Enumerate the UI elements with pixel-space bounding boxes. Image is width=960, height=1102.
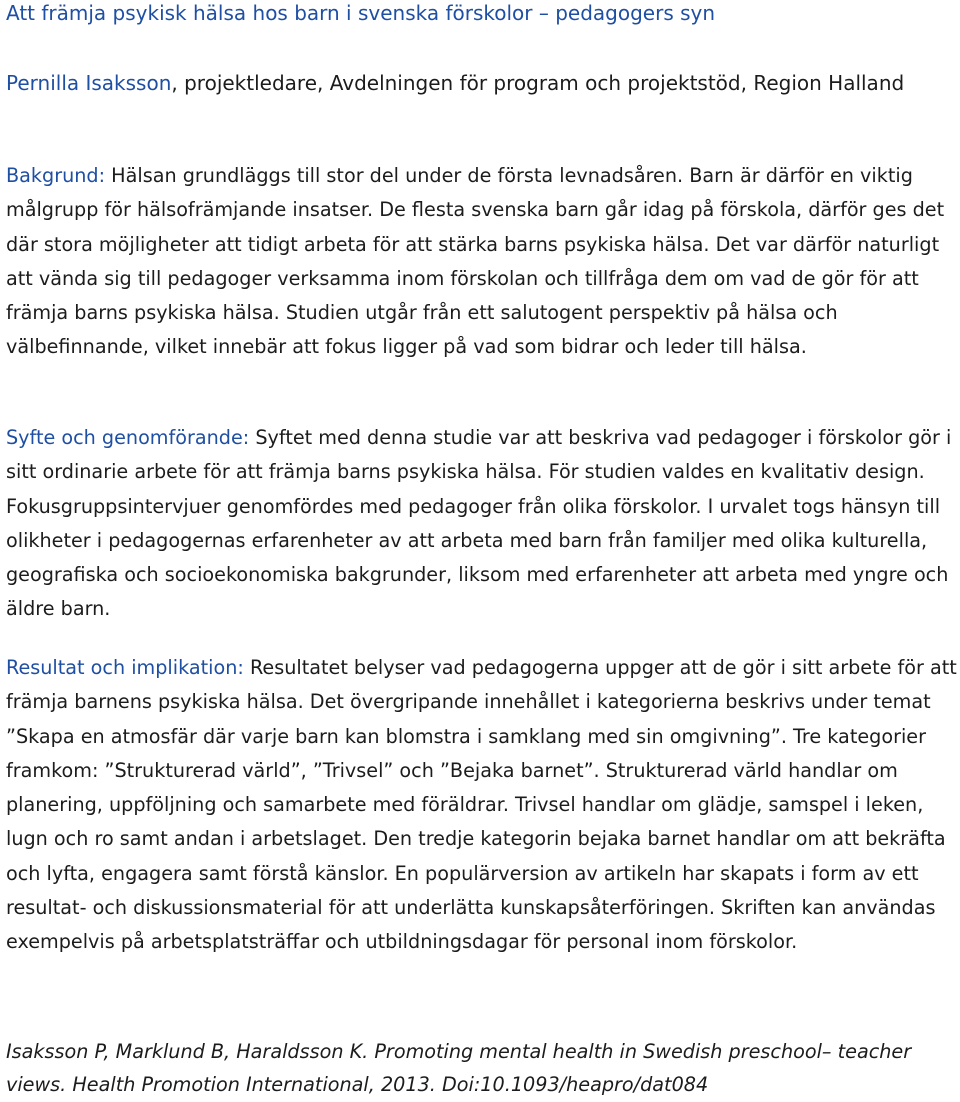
- section-syfte: [6, 421, 958, 627]
- section-heading-bakgrund: Bakgrund:: [6, 164, 106, 187]
- section-text-resultat: Resultatet belyser vad pedagogerna uppger att de gör i sitt arbete för att främja barnens psykiska hälsa. Det övergripande innehållet i kategorierna beskrivs under temat ”Skapa en atmosfär där varje barn kan blomstra i samklang med sin omgivning”. Tre kategorier framkom: ”Strukturerad värld”, ”Trivsel” och ”Bejaka barnet”. Strukturerad värld handlar om planering, uppföljning och samarbete med föräldrar. Trivsel handlar om glädje, samspel i leken, lugn och ro samt andan i arbetslaget. Den tredje kategorin bejaka barnet handlar om att bekräfta och lyfta, engagera samt förstå känslor. En populärversion av artikeln har skapats i form av ett resultat- och diskussionsmaterial för att underlätta kunskapsåterföringen. Skriften kan användas exempelvis på arbetsplatsträffar och utbildningsdagar för personal inom förskolor.: [6, 656, 957, 954]
- author-line: [6, 66, 906, 100]
- author-name: Pernilla Isaksson: [6, 71, 172, 95]
- author-affiliation: , projektledare, Avdelningen för program och projektstöd, Region Halland: [171, 71, 905, 95]
- section-text-syfte: Syftet med denna studie var att beskriva vad pedagoger i förskolor gör i sitt ordinarie arbete för att främja barns psykiska hälsa. För studien valdes en kvalitativ design. Fokusgruppsintervjuer genomfördes med pedagoger från olika förskolor. I urvalet togs hänsyn till olikheter i pedagogernas erfarenheter av att arbeta med barn från familjer med olika kulturella, geografiska och socioekonomiska bakgrunder, liksom med erfarenheter att arbeta med yngre och äldre barn.: [6, 426, 952, 621]
- section-heading-resultat: Resultat och implikation:: [6, 656, 244, 679]
- document-title: Att främja psykisk hälsa hos barn i svenska förskolor – pedagogers syn: [6, 1, 716, 25]
- section-heading-syfte: Syfte och genomförande:: [6, 426, 250, 449]
- section-bakgrund: [6, 159, 958, 365]
- reference-citation: Isaksson P, Marklund B, Haraldsson K. Promoting mental health in Swedish preschool– teacher views. Health Promotion International, 2013. Doi:10.1093/heapro/dat084: [6, 1040, 912, 1096]
- section-text-bakgrund: Hälsan grundläggs till stor del under de första levnadsåren. Barn är därför en viktig målgrupp för hälsofrämjande insatser. De flesta svenska barn går idag på förskola, därför ges det där stora möjligheter att tidigt arbeta för att stärka barns psykiska hälsa. Det var därför naturligt att vända sig till pedagoger verksamma inom förskolan och tillfråga dem om vad de gör för att främja barns psykiska hälsa. Studien utgår från ett salutogent perspektiv på hälsa och välbefinnande, vilket innebär att fokus ligger på vad som bidrar och leder till hälsa.: [6, 164, 945, 359]
- section-resultat: [6, 651, 958, 960]
